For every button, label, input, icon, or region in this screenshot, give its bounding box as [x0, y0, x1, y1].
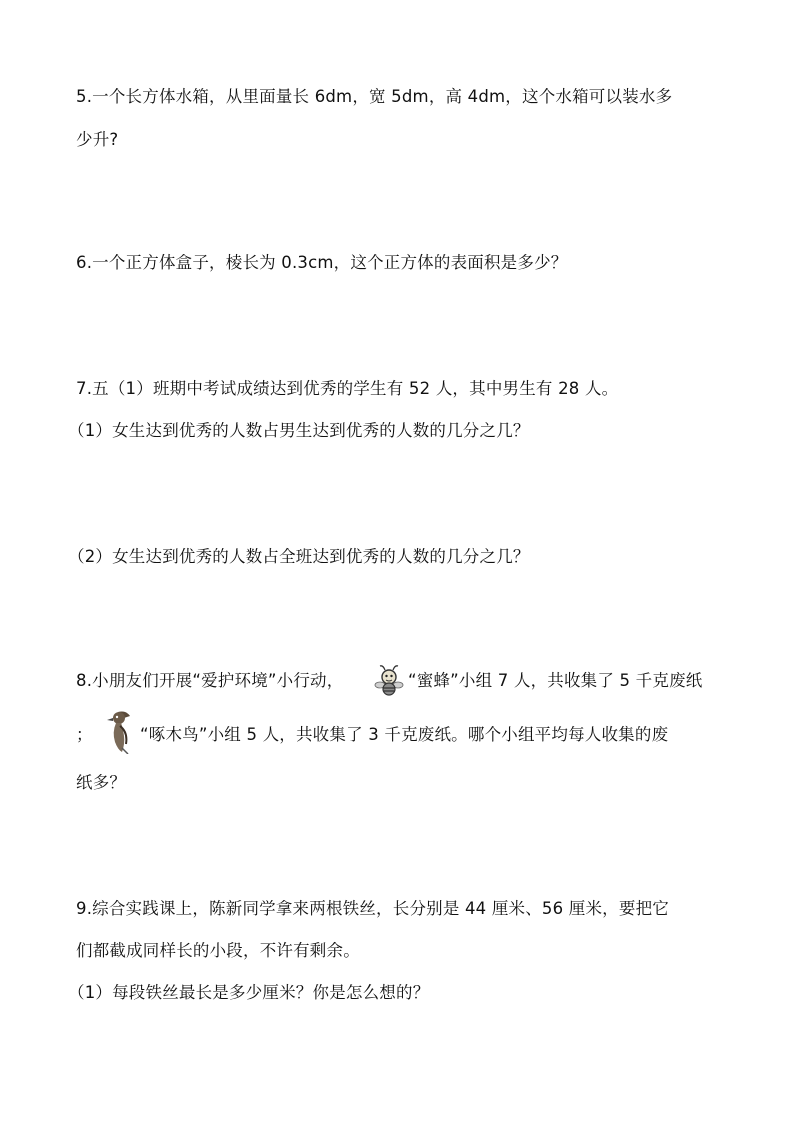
- question-9-line-2: 们都截成同样长的小段，不许有剩余。: [76, 941, 360, 960]
- question-9-sub-1: （1）每段铁丝最长是多少厘米？你是怎么想的？: [68, 983, 430, 1002]
- question-7-sub-2: （2）女生达到优秀的人数占全班达到优秀的人数的几分之几？: [68, 547, 530, 566]
- question-8-line-3: 纸多？: [76, 773, 127, 792]
- question-8-line-1: [76, 670, 343, 692]
- question-5-line-2: 少升?: [76, 130, 119, 149]
- question-8-line-1-b: “蜜蜂”小组 7 人，共收集了 5 千克废纸: [408, 671, 703, 690]
- question-9-line-1: 9.综合实践课上，陈新同学拿来两根铁丝，长分别是 44 厘米、56 厘米，要把它: [76, 899, 669, 918]
- woodpecker-icon: [106, 708, 134, 754]
- question-5-line-1: 5.一个长方体水箱，从里面量长 6dm，宽 5dm，高 4dm，这个水箱可以装水多: [76, 87, 673, 106]
- question-8-line-2-b: “啄木鸟”小组 5 人，共收集了 3 千克废纸。哪个小组平均每人收集的废: [140, 725, 669, 744]
- question-8-line-2-a: ；: [76, 725, 93, 744]
- question-8-line-1-part-a: 8.小朋友们开展“爱护环境”小行动，: [76, 671, 344, 690]
- question-7-line-1: 7.五（1）班期中考试成绩达到优秀的学生有 52 人，其中男生有 28 人。: [76, 379, 619, 398]
- bee-icon: [374, 664, 404, 698]
- question-6-line-1: 6.一个正方体盒子，棱长为 0.3cm，这个正方体的表面积是多少？: [76, 253, 568, 272]
- question-7-sub-1: （1）女生达到优秀的人数占男生达到优秀的人数的几分之几？: [68, 421, 530, 440]
